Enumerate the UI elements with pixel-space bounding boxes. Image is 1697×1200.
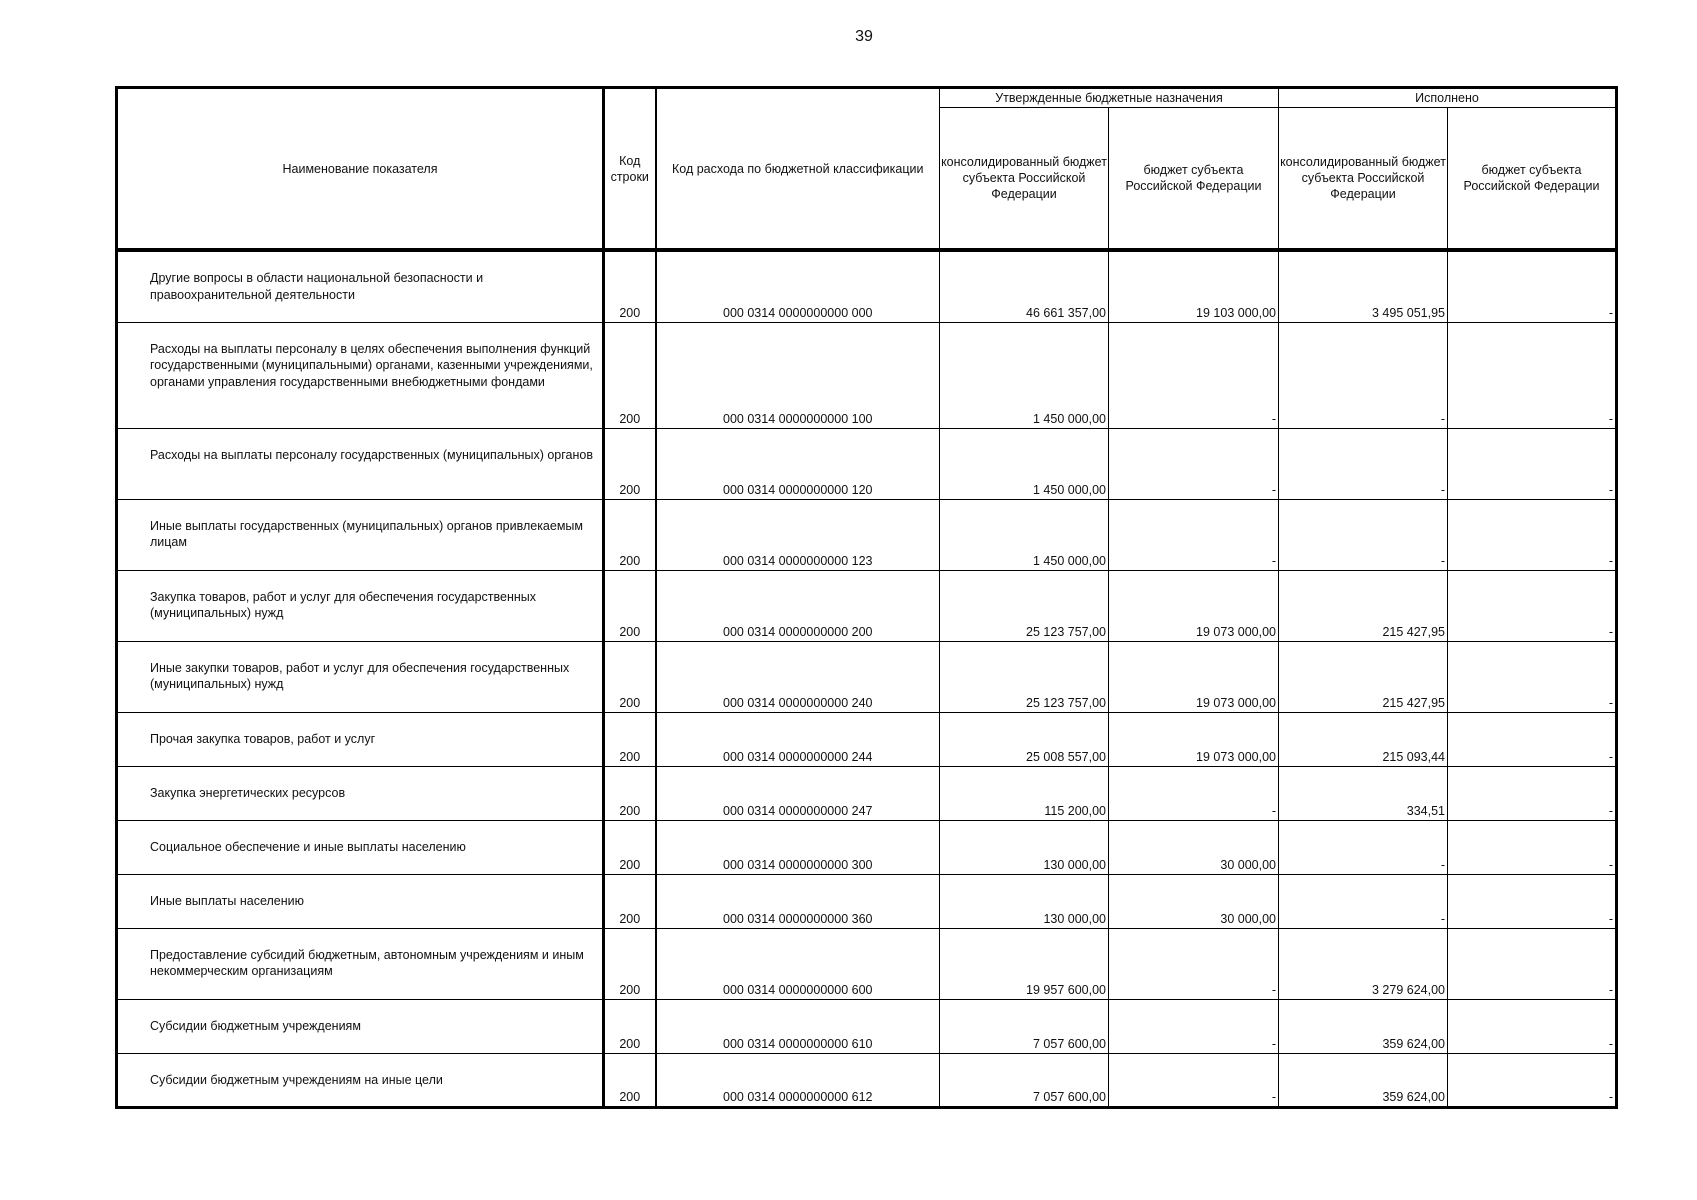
row-kbk: 000 0314 0000000000 610: [656, 999, 940, 1053]
row-approved-consolidated: 115 200,00: [940, 766, 1109, 820]
row-kbk: 000 0314 0000000000 300: [656, 820, 940, 874]
header-approved-consolidated: консолидированный бюджет субъекта Российской Федерации: [940, 108, 1109, 251]
table-row: [117, 641, 1617, 712]
row-executed-consolidated: 3 495 051,95: [1279, 250, 1448, 322]
row-code: 200: [604, 999, 656, 1053]
row-code: 200: [604, 766, 656, 820]
table-row: [117, 570, 1617, 641]
row-executed-subject: -: [1448, 1053, 1617, 1107]
row-executed-consolidated: -: [1279, 820, 1448, 874]
row-code: 200: [604, 570, 656, 641]
row-name: Субсидии бюджетным учреждениям: [117, 999, 604, 1053]
row-executed-subject: -: [1448, 322, 1617, 428]
row-approved-subject: 19 103 000,00: [1109, 250, 1279, 322]
row-name: Иные выплаты населению: [117, 874, 604, 928]
row-kbk: 000 0314 0000000000 244: [656, 712, 940, 766]
table-row: [117, 820, 1617, 874]
header-approved-group: Утвержденные бюджетные назначения: [940, 88, 1279, 108]
row-executed-consolidated: -: [1279, 428, 1448, 499]
row-name: Иные выплаты государственных (муниципальных) органов привлекаемым лицам: [117, 499, 604, 570]
row-kbk: 000 0314 0000000000 360: [656, 874, 940, 928]
row-kbk: 000 0314 0000000000 120: [656, 428, 940, 499]
table-row: [117, 499, 1617, 570]
row-approved-subject: 30 000,00: [1109, 874, 1279, 928]
header-name: Наименование показателя: [117, 88, 604, 251]
row-name: Расходы на выплаты персоналу в целях обеспечения выполнения функций государственными (муниципальными) органами, казенными учреждениями, органами управления государственными внебюджетными фондами: [117, 322, 604, 428]
row-approved-consolidated: 130 000,00: [940, 874, 1109, 928]
row-approved-consolidated: 1 450 000,00: [940, 428, 1109, 499]
row-kbk: 000 0314 0000000000 000: [656, 250, 940, 322]
row-approved-subject: -: [1109, 1053, 1279, 1107]
table-row: [117, 928, 1617, 999]
row-name: Закупка энергетических ресурсов: [117, 766, 604, 820]
row-code: 200: [604, 250, 656, 322]
page-number: 39: [855, 28, 873, 45]
row-executed-subject: -: [1448, 499, 1617, 570]
row-approved-subject: -: [1109, 999, 1279, 1053]
row-kbk: 000 0314 0000000000 600: [656, 928, 940, 999]
row-executed-subject: -: [1448, 712, 1617, 766]
row-approved-subject: -: [1109, 428, 1279, 499]
row-approved-subject: 19 073 000,00: [1109, 570, 1279, 641]
row-kbk: 000 0314 0000000000 612: [656, 1053, 940, 1107]
table-row: [117, 1053, 1617, 1107]
row-kbk: 000 0314 0000000000 240: [656, 641, 940, 712]
row-name: Другие вопросы в области национальной безопасности и правоохранительной деятельности: [117, 250, 604, 322]
row-name: Социальное обеспечение и иные выплаты населению: [117, 820, 604, 874]
row-executed-subject: -: [1448, 999, 1617, 1053]
row-executed-subject: -: [1448, 928, 1617, 999]
row-name: Субсидии бюджетным учреждениям на иные цели: [117, 1053, 604, 1107]
row-code: 200: [604, 641, 656, 712]
row-executed-subject: -: [1448, 250, 1617, 322]
row-approved-consolidated: 130 000,00: [940, 820, 1109, 874]
row-approved-subject: 19 073 000,00: [1109, 712, 1279, 766]
row-code: 200: [604, 322, 656, 428]
row-code: 200: [604, 499, 656, 570]
header-executed-subject: бюджет субъекта Российской Федерации: [1448, 108, 1617, 251]
table-row: [117, 766, 1617, 820]
row-kbk: 000 0314 0000000000 100: [656, 322, 940, 428]
row-approved-consolidated: 25 123 757,00: [940, 641, 1109, 712]
row-executed-subject: -: [1448, 874, 1617, 928]
table-row: [117, 874, 1617, 928]
row-name: Прочая закупка товаров, работ и услуг: [117, 712, 604, 766]
row-executed-consolidated: 215 427,95: [1279, 641, 1448, 712]
row-code: 200: [604, 820, 656, 874]
row-executed-consolidated: -: [1279, 874, 1448, 928]
row-approved-subject: -: [1109, 928, 1279, 999]
row-executed-consolidated: 359 624,00: [1279, 1053, 1448, 1107]
row-executed-subject: -: [1448, 820, 1617, 874]
row-approved-subject: -: [1109, 766, 1279, 820]
row-approved-consolidated: 1 450 000,00: [940, 322, 1109, 428]
row-approved-subject: 19 073 000,00: [1109, 641, 1279, 712]
header-executed-group: Исполнено: [1279, 88, 1617, 108]
row-approved-consolidated: 19 957 600,00: [940, 928, 1109, 999]
row-name: Иные закупки товаров, работ и услуг для обеспечения государственных (муниципальных) нужд: [117, 641, 604, 712]
row-executed-subject: -: [1448, 641, 1617, 712]
row-code: 200: [604, 874, 656, 928]
row-code: 200: [604, 428, 656, 499]
row-approved-consolidated: 1 450 000,00: [940, 499, 1109, 570]
row-executed-consolidated: 359 624,00: [1279, 999, 1448, 1053]
row-approved-subject: -: [1109, 499, 1279, 570]
header-row-code: Код строки: [604, 88, 656, 251]
table-row: [117, 428, 1617, 499]
row-name: Закупка товаров, работ и услуг для обеспечения государственных (муниципальных) нужд: [117, 570, 604, 641]
header-approved-subject: бюджет субъекта Российской Федерации: [1109, 108, 1279, 251]
row-executed-subject: -: [1448, 570, 1617, 641]
row-approved-subject: -: [1109, 322, 1279, 428]
table-row: [117, 322, 1617, 428]
row-executed-subject: -: [1448, 766, 1617, 820]
row-approved-consolidated: 7 057 600,00: [940, 999, 1109, 1053]
row-executed-consolidated: -: [1279, 322, 1448, 428]
row-executed-consolidated: 215 093,44: [1279, 712, 1448, 766]
row-executed-consolidated: 215 427,95: [1279, 570, 1448, 641]
table-row: [117, 250, 1617, 322]
row-executed-consolidated: -: [1279, 499, 1448, 570]
row-approved-consolidated: 25 008 557,00: [940, 712, 1109, 766]
row-approved-consolidated: 46 661 357,00: [940, 250, 1109, 322]
row-executed-consolidated: 334,51: [1279, 766, 1448, 820]
row-executed-subject: -: [1448, 428, 1617, 499]
budget-execution-table: [115, 86, 1618, 1109]
header-kbk: Код расхода по бюджетной классификации: [656, 88, 940, 251]
row-name: Расходы на выплаты персоналу государственных (муниципальных) органов: [117, 428, 604, 499]
table-row: [117, 712, 1617, 766]
row-code: 200: [604, 928, 656, 999]
row-executed-consolidated: 3 279 624,00: [1279, 928, 1448, 999]
row-kbk: 000 0314 0000000000 200: [656, 570, 940, 641]
row-approved-subject: 30 000,00: [1109, 820, 1279, 874]
header-executed-consolidated: консолидированный бюджет субъекта Российской Федерации: [1279, 108, 1448, 251]
row-approved-consolidated: 7 057 600,00: [940, 1053, 1109, 1107]
row-kbk: 000 0314 0000000000 247: [656, 766, 940, 820]
row-kbk: 000 0314 0000000000 123: [656, 499, 940, 570]
row-approved-consolidated: 25 123 757,00: [940, 570, 1109, 641]
table-row: [117, 999, 1617, 1053]
row-name: Предоставление субсидий бюджетным, автономным учреждениям и иным некоммерческим организациям: [117, 928, 604, 999]
table-body: [117, 250, 1617, 1107]
row-code: 200: [604, 1053, 656, 1107]
row-code: 200: [604, 712, 656, 766]
